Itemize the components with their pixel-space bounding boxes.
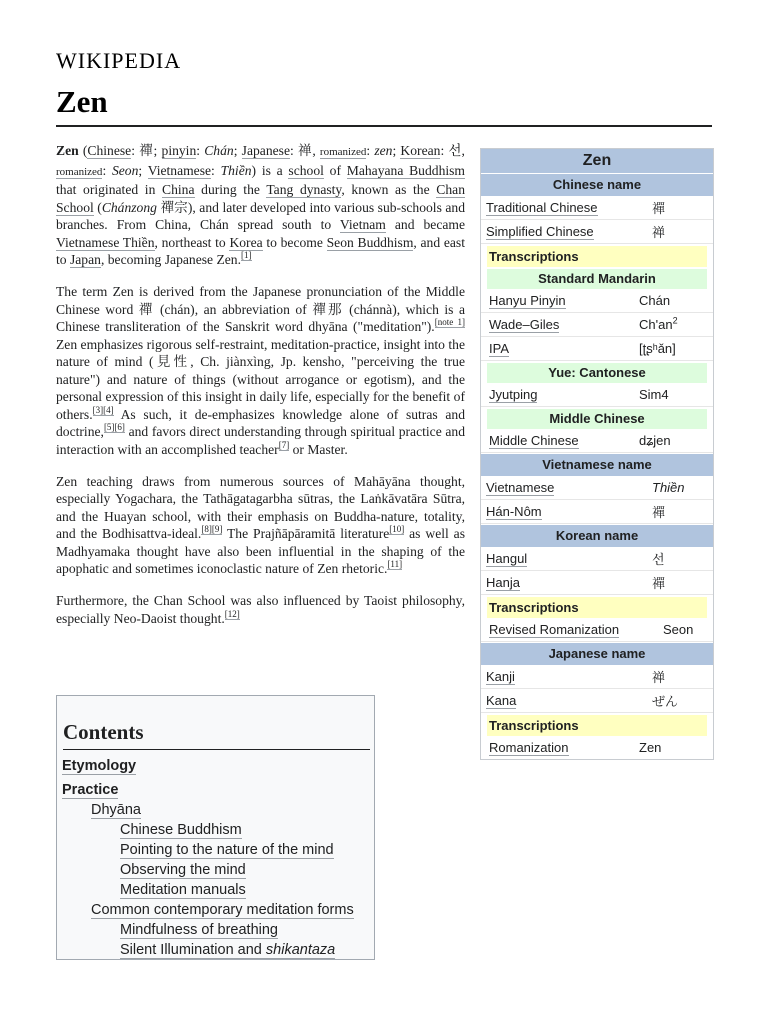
ref-link[interactable]: [5][6] — [103, 422, 125, 433]
inline-text: of — [323, 162, 347, 178]
inline-text: Japanese Zen — [164, 252, 238, 267]
ref-link[interactable]: [7] — [278, 439, 290, 450]
infobox-key-link[interactable]: Romanization — [489, 740, 569, 755]
infobox-row — [481, 476, 713, 500]
toc-title: Contents — [63, 720, 144, 744]
page-title: Zen — [56, 84, 108, 119]
inline-link[interactable]: Tang dynasty — [266, 182, 342, 197]
inline-link[interactable]: romanized — [56, 165, 103, 178]
toc-link[interactable]: Etymology — [62, 758, 137, 774]
infobox-transcriptions: Transcriptions — [487, 715, 707, 736]
paragraph-3 — [56, 473, 465, 578]
infobox-key-link[interactable]: Traditional Chinese — [486, 200, 598, 215]
toc-divider — [63, 749, 370, 750]
inline-link[interactable]: Chinese — [87, 143, 132, 158]
infobox-row — [481, 736, 713, 759]
ref-link[interactable]: [8][9] — [201, 524, 223, 535]
p1-text — [56, 143, 465, 267]
paragraph-1 — [56, 142, 465, 269]
inline-link[interactable]: school — [288, 162, 324, 178]
inline-link[interactable]: Seon Buddhism — [326, 234, 414, 250]
toc-item-manuals[interactable] — [57, 880, 374, 900]
p3b-text: The Prajñāpāramitā literature — [222, 526, 390, 541]
infobox-sub-cantonese[interactable]: Yue: Cantonese — [487, 363, 707, 383]
p3c-text: as well as Madhyamaka thought have also been influential in the shaping of the apophatic and sometimes iconoclastic nature of Zen rhetoric. — [56, 526, 465, 576]
toc-item-pointing[interactable] — [57, 840, 374, 860]
infobox-row — [481, 571, 713, 595]
infobox-key-link[interactable]: Vietnamese — [486, 480, 555, 495]
inline-text: Chánzong — [101, 199, 157, 215]
infobox-value[interactable]: [ʈʂʰǎn] — [639, 341, 676, 356]
inline-text: 禪宗), and later developed into various sub-schools and branches. From China, Chán spread south to — [56, 199, 465, 232]
ref-link[interactable]: [3][4] — [92, 404, 114, 415]
infobox-transcriptions: Transcriptions — [487, 246, 707, 267]
ref-link[interactable]: [1] — [241, 250, 252, 261]
inline-link[interactable]: China — [162, 182, 195, 197]
infobox-header-chinese: Chinese name — [481, 174, 713, 196]
toc-link-italic: shikantaza — [265, 942, 336, 958]
article-body — [56, 142, 465, 642]
inline-text: Chán — [204, 143, 234, 158]
infobox-row — [481, 383, 713, 407]
note-link[interactable]: [note 1] — [434, 317, 465, 328]
inline-text: , known as the — [341, 182, 437, 197]
infobox-row — [481, 429, 713, 453]
infobox-row — [481, 618, 713, 642]
inline-link[interactable]: Vietnamese — [147, 162, 212, 178]
infobox-key-link[interactable]: Hangul — [486, 551, 528, 566]
infobox-value: 禪 — [652, 201, 666, 216]
inline-text: : — [196, 143, 205, 158]
toc-link[interactable]: Chinese Buddhism — [120, 822, 242, 838]
infobox-row — [481, 500, 713, 524]
infobox-row — [481, 313, 713, 337]
toc-link[interactable]: Practice — [62, 782, 119, 798]
inline-text: ) is a — [251, 162, 289, 178]
p2c-text: As such, it de-emphasizes knowledge alone of sutras and doctrine, — [56, 406, 465, 439]
infobox-row — [481, 196, 713, 220]
infobox-row — [481, 665, 713, 689]
inline-link[interactable]: Vietnamese Thiền — [56, 234, 155, 250]
toc-link[interactable] — [120, 942, 335, 959]
inline-text: . — [237, 252, 241, 267]
ref-link[interactable]: [10] — [389, 524, 405, 535]
inline-link[interactable]: Korean — [400, 143, 441, 158]
inline-text: to become — [262, 234, 327, 250]
infobox-value: Chán — [639, 293, 671, 308]
infobox-value: 禅 — [652, 670, 666, 685]
p2d-text: and favors direct understanding through spiritual practice and interaction with an accomplished teacher — [56, 424, 465, 457]
inline-text: during the — [194, 182, 267, 197]
inline-text: , northeast to — [154, 234, 230, 250]
infobox-key-link[interactable]: Hanja — [486, 575, 520, 590]
infobox-row — [481, 289, 713, 313]
inline-text: : 禪; — [131, 143, 162, 158]
inline-text: , and east to — [56, 234, 465, 267]
toc-link[interactable]: Meditation manuals — [120, 882, 246, 898]
p2b-text: Zen emphasizes rigorous self-restraint, meditation-practice, insight into the nature of mind (見性, Ch. jiànxìng, Jp. kensho, "perceiving the true nature") and nature of things (without arrogance or egotism), and the personal expression of this insight in daily life, especially for the benefit of others. — [56, 336, 465, 422]
inline-link[interactable]: Chan School — [56, 182, 465, 215]
infobox-sub-middle-chinese[interactable]: Middle Chinese — [487, 409, 707, 429]
toc-link[interactable]: Pointing to the nature of the mind — [120, 842, 334, 858]
inline-link[interactable]: Vietnam — [339, 217, 386, 232]
inline-text: : 선, — [440, 143, 465, 158]
infobox-key-link[interactable]: Wade–Giles — [489, 317, 560, 332]
inline-link[interactable]: Mahayana Buddhism — [346, 162, 466, 178]
ref-link[interactable]: [11] — [387, 559, 403, 570]
infobox-value: Zen — [639, 740, 662, 755]
infobox-value: 禅 — [652, 225, 666, 240]
inline-link[interactable]: Korea — [229, 234, 263, 250]
inline-link[interactable]: Japanese — [241, 143, 290, 158]
toc-item-etymology[interactable] — [57, 756, 374, 776]
infobox-header-japanese: Japanese name — [481, 643, 713, 665]
inline-text: : — [366, 143, 375, 158]
infobox-row — [481, 547, 713, 571]
infobox-value: Thiền — [652, 480, 685, 495]
inline-text: ( — [78, 143, 88, 158]
p4-text: Furthermore, the Chan School was also influenced by Taoist philosophy, especially Neo-Daoist thought. — [56, 593, 465, 626]
infobox-value: dʑjen — [639, 433, 671, 448]
inline-text: : — [211, 162, 221, 178]
title-divider — [56, 125, 712, 127]
lead-term: Zen — [56, 143, 79, 158]
toc-link[interactable]: Observing the mind — [120, 862, 246, 878]
inline-text: that originated in — [56, 182, 163, 197]
toc-item-practice[interactable] — [57, 780, 374, 800]
inline-text: Seon — [111, 162, 139, 178]
infobox-key-link[interactable]: Hanyu Pinyin — [489, 293, 566, 308]
toc-item-dhyana[interactable] — [57, 800, 374, 820]
toc-link[interactable]: Common contemporary meditation forms — [91, 902, 354, 918]
toc-link-text: Silent Illumination and — [120, 942, 266, 958]
inline-text: Thiền — [220, 162, 252, 178]
inline-link[interactable]: Japan — [69, 252, 101, 267]
ref-link[interactable]: [12] — [224, 608, 240, 619]
inline-link[interactable]: romanized — [319, 146, 367, 158]
table-of-contents — [56, 695, 375, 960]
infobox-header-korean: Korean name — [481, 525, 713, 547]
toc-item-observing[interactable] — [57, 860, 374, 880]
wikipedia-wordmark[interactable]: WIKIPEDIA — [56, 48, 182, 73]
inline-text: : 禅, — [289, 143, 320, 158]
paragraph-4 — [56, 592, 465, 627]
toc-link[interactable]: Mindfulness of breathing — [120, 922, 278, 938]
infobox-key-link[interactable]: Jyutping — [489, 387, 538, 402]
infobox-key-link[interactable]: Kanji — [486, 669, 515, 684]
toc-item-silent-illumination[interactable] — [57, 940, 374, 960]
inline-text: ; — [392, 143, 401, 158]
inline-text: ( — [93, 199, 102, 215]
infobox-value: 禪 — [652, 576, 666, 591]
inline-text: ; — [138, 162, 148, 178]
inline-text: and became — [385, 217, 465, 232]
inline-text: zen — [374, 143, 393, 158]
infobox-transcriptions: Transcriptions — [487, 597, 707, 618]
p2e-text: or Master. — [289, 441, 348, 457]
infobox-row — [481, 689, 713, 713]
infobox-row — [481, 337, 713, 361]
infobox-title: Zen — [481, 149, 713, 173]
inline-text: : — [102, 162, 112, 178]
infobox-value: 禪 — [652, 505, 666, 520]
wg-tone: 2 — [672, 315, 678, 326]
infobox-value: Seon — [663, 622, 694, 637]
inline-text: , becoming — [100, 252, 165, 267]
infobox — [480, 148, 714, 760]
infobox-key-link[interactable]: Simplified Chinese — [486, 224, 594, 239]
infobox-key-link[interactable]: Kana — [486, 693, 517, 708]
infobox-value: Sim4 — [639, 387, 669, 402]
infobox-key-link[interactable]: Revised Romanization — [489, 622, 620, 637]
infobox-key-link[interactable]: IPA — [489, 341, 509, 356]
infobox-row — [481, 220, 713, 244]
paragraph-2 — [56, 283, 465, 458]
toc-item-breathing[interactable] — [57, 920, 374, 940]
infobox-header-vietnamese: Vietnamese name — [481, 454, 713, 476]
infobox-value — [639, 317, 713, 332]
toc-item-chinese-buddhism[interactable] — [57, 820, 374, 840]
p3-text: Zen teaching draws from numerous sources of Mahāyāna thought, especially Yogachara, the Tathāgatagarbha sūtras, the Laṅkāvatāra Sūtra, and the Huayan school, with their emphasis on Buddha-nature, totality, and the Bodhisattva-ideal. — [56, 473, 465, 541]
infobox-value: 선 — [652, 552, 665, 567]
toc-link[interactable]: Dhyāna — [91, 802, 141, 818]
infobox-value: ぜん — [652, 694, 679, 709]
infobox-key-link[interactable]: Hán-Nôm — [486, 504, 542, 519]
toc-item-contemporary[interactable] — [57, 900, 374, 920]
p2-text: The term Zen is derived from the Japanese pronunciation of the Middle Chinese word 禪 (chán), an abbreviation of 禪那 (chánnà), which is a Chinese transliteration of the Sanskrit word dhyāna ("meditation"). — [56, 284, 465, 334]
wg-value: Ch'an — [639, 317, 673, 332]
inline-link[interactable]: pinyin — [161, 143, 197, 158]
inline-text: ; — [233, 143, 242, 158]
infobox-sub-mandarin[interactable]: Standard Mandarin — [487, 269, 707, 289]
infobox-key-link[interactable]: Middle Chinese — [489, 433, 579, 448]
